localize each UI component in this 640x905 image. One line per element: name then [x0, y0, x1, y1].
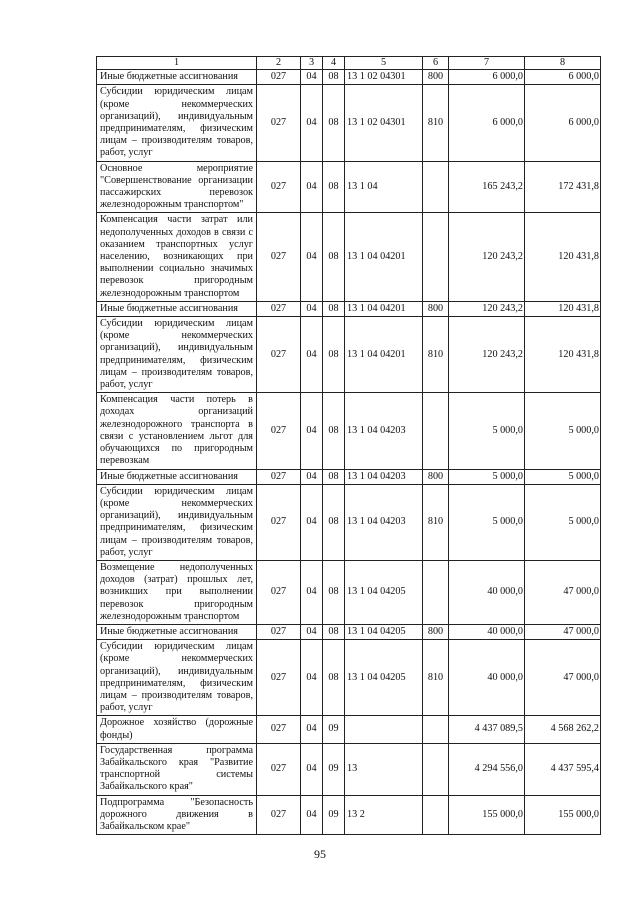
section-code: 04: [301, 560, 323, 624]
section-code: 04: [301, 213, 323, 301]
expense-type-code: [423, 795, 449, 835]
section-code: 04: [301, 301, 323, 316]
subsection-code: 09: [323, 716, 345, 743]
expense-type-code: 810: [423, 640, 449, 716]
subsection-code: 08: [323, 317, 345, 393]
expense-type-code: [423, 560, 449, 624]
target-article-code: [345, 716, 423, 743]
ministry-code: 027: [257, 743, 301, 795]
row-description: Подпрограмма "Безопасность дорожного движения в Забайкальском крае": [97, 795, 257, 835]
section-code: 04: [301, 743, 323, 795]
target-article-code: 13: [345, 743, 423, 795]
subsection-code: 09: [323, 743, 345, 795]
section-code: 04: [301, 640, 323, 716]
ministry-code: 027: [257, 484, 301, 560]
row-description: Возмещение недополученных доходов (затрат) прошлых лет, возникших при выполнении перевозок пригородным железнодорожным транспортом: [97, 560, 257, 624]
header-cell-3: 3: [301, 57, 323, 70]
section-code: 04: [301, 85, 323, 161]
row-description: Иные бюджетные ассигнования: [97, 469, 257, 484]
section-code: 04: [301, 70, 323, 85]
amount-year-2: 47 000,0: [525, 624, 601, 639]
row-description: Иные бюджетные ассигнования: [97, 301, 257, 316]
section-code: 04: [301, 161, 323, 213]
amount-year-1: 120 243,2: [449, 213, 525, 301]
ministry-code: 027: [257, 161, 301, 213]
subsection-code: 08: [323, 560, 345, 624]
table-row: [97, 301, 601, 316]
table-row: [97, 795, 601, 835]
section-code: 04: [301, 795, 323, 835]
ministry-code: 027: [257, 469, 301, 484]
amount-year-2: 155 000,0: [525, 795, 601, 835]
amount-year-2: 120 431,8: [525, 213, 601, 301]
target-article-code: 13 1 04 04205: [345, 560, 423, 624]
expense-type-code: 810: [423, 484, 449, 560]
table-row: [97, 469, 601, 484]
header-cell-6: 6: [423, 57, 449, 70]
amount-year-1: 155 000,0: [449, 795, 525, 835]
amount-year-1: 4 437 089,5: [449, 716, 525, 743]
header-cell-1: 1: [97, 57, 257, 70]
ministry-code: 027: [257, 624, 301, 639]
subsection-code: 08: [323, 161, 345, 213]
ministry-code: 027: [257, 393, 301, 469]
section-code: 04: [301, 317, 323, 393]
row-description: Дорожное хозяйство (дорожные фонды): [97, 716, 257, 743]
table-row: [97, 213, 601, 301]
amount-year-2: 120 431,8: [525, 301, 601, 316]
row-description: Компенсация части потерь в доходах организаций железнодорожного транспорта в связи с установлением льгот для обучающихся по пригородным перевозкам: [97, 393, 257, 469]
target-article-code: 13 1 04 04203: [345, 469, 423, 484]
row-description: Иные бюджетные ассигнования: [97, 70, 257, 85]
target-article-code: 13 1 04 04203: [345, 484, 423, 560]
amount-year-1: 6 000,0: [449, 70, 525, 85]
header-row: [97, 57, 601, 70]
subsection-code: 08: [323, 301, 345, 316]
subsection-code: 08: [323, 640, 345, 716]
expense-type-code: 800: [423, 301, 449, 316]
header-cell-8: 8: [525, 57, 601, 70]
amount-year-1: 40 000,0: [449, 640, 525, 716]
section-code: 04: [301, 624, 323, 639]
table-row: [97, 743, 601, 795]
table-row: [97, 484, 601, 560]
amount-year-1: 4 294 556,0: [449, 743, 525, 795]
amount-year-1: 6 000,0: [449, 85, 525, 161]
ministry-code: 027: [257, 795, 301, 835]
table-row: [97, 624, 601, 639]
amount-year-2: 47 000,0: [525, 640, 601, 716]
amount-year-2: 5 000,0: [525, 393, 601, 469]
row-description: Субсидии юридическим лицам (кроме некоммерческих организаций), индивидуальным предпринимателям, физическим лицам – производителям товаров, работ, услуг: [97, 317, 257, 393]
row-description: Государственная программа Забайкальского края "Развитие транспортной системы Забайкальского края": [97, 743, 257, 795]
subsection-code: 08: [323, 213, 345, 301]
amount-year-1: 5 000,0: [449, 393, 525, 469]
subsection-code: 08: [323, 85, 345, 161]
ministry-code: 027: [257, 716, 301, 743]
ministry-code: 027: [257, 85, 301, 161]
row-description: Субсидии юридическим лицам (кроме некоммерческих организаций), индивидуальным предпринимателям, физическим лицам – производителям товаров, работ, услуг: [97, 85, 257, 161]
amount-year-2: 6 000,0: [525, 70, 601, 85]
ministry-code: 027: [257, 70, 301, 85]
row-description: Субсидии юридическим лицам (кроме некоммерческих организаций), индивидуальным предпринимателям, физическим лицам – производителям товаров, работ, услуг: [97, 484, 257, 560]
ministry-code: 027: [257, 301, 301, 316]
amount-year-2: 5 000,0: [525, 484, 601, 560]
subsection-code: 09: [323, 795, 345, 835]
row-description: Иные бюджетные ассигнования: [97, 624, 257, 639]
budget-table: [96, 56, 601, 835]
ministry-code: 027: [257, 560, 301, 624]
subsection-code: 08: [323, 484, 345, 560]
amount-year-2: 4 437 595,4: [525, 743, 601, 795]
amount-year-2: 5 000,0: [525, 469, 601, 484]
expense-type-code: [423, 161, 449, 213]
row-description: Основное мероприятие "Совершенствование организации пассажирских перевозок железнодорожным транспортом": [97, 161, 257, 213]
header-cell-4: 4: [323, 57, 345, 70]
table-row: [97, 317, 601, 393]
amount-year-1: 165 243,2: [449, 161, 525, 213]
target-article-code: 13 1 04 04201: [345, 317, 423, 393]
page-number: 95: [314, 847, 326, 861]
table-row: [97, 640, 601, 716]
amount-year-1: 40 000,0: [449, 624, 525, 639]
expense-type-code: 810: [423, 85, 449, 161]
expense-type-code: [423, 716, 449, 743]
table-row: [97, 393, 601, 469]
amount-year-1: 5 000,0: [449, 484, 525, 560]
section-code: 04: [301, 716, 323, 743]
expense-type-code: 800: [423, 469, 449, 484]
amount-year-1: 5 000,0: [449, 469, 525, 484]
expense-type-code: 800: [423, 624, 449, 639]
target-article-code: 13 2: [345, 795, 423, 835]
target-article-code: 13 1 04: [345, 161, 423, 213]
header-cell-5: 5: [345, 57, 423, 70]
expense-type-code: 810: [423, 317, 449, 393]
amount-year-1: 40 000,0: [449, 560, 525, 624]
subsection-code: 08: [323, 469, 345, 484]
target-article-code: 13 1 02 04301: [345, 85, 423, 161]
table-row: [97, 70, 601, 85]
amount-year-2: 4 568 262,2: [525, 716, 601, 743]
table-row: [97, 161, 601, 213]
target-article-code: 13 1 02 04301: [345, 70, 423, 85]
row-description: Компенсация части затрат или недополученных доходов в связи с оказанием транспортных услуг населению, возникающих при выполнении социально значимых перевозок пригородным железнодорожным транспортом: [97, 213, 257, 301]
target-article-code: 13 1 04 04201: [345, 301, 423, 316]
row-description: Субсидии юридическим лицам (кроме некоммерческих организаций), индивидуальным предпринимателям, физическим лицам – производителям товаров, работ, услуг: [97, 640, 257, 716]
amount-year-1: 120 243,2: [449, 317, 525, 393]
amount-year-2: 172 431,8: [525, 161, 601, 213]
table-row: [97, 560, 601, 624]
ministry-code: 027: [257, 640, 301, 716]
expense-type-code: [423, 213, 449, 301]
amount-year-1: 120 243,2: [449, 301, 525, 316]
amount-year-2: 47 000,0: [525, 560, 601, 624]
target-article-code: 13 1 04 04203: [345, 393, 423, 469]
table-row: [97, 85, 601, 161]
target-article-code: 13 1 04 04205: [345, 624, 423, 639]
target-article-code: 13 1 04 04201: [345, 213, 423, 301]
expense-type-code: [423, 743, 449, 795]
header-cell-2: 2: [257, 57, 301, 70]
subsection-code: 08: [323, 70, 345, 85]
expense-type-code: 800: [423, 70, 449, 85]
ministry-code: 027: [257, 317, 301, 393]
table-row: [97, 716, 601, 743]
section-code: 04: [301, 484, 323, 560]
amount-year-2: 120 431,8: [525, 317, 601, 393]
amount-year-2: 6 000,0: [525, 85, 601, 161]
target-article-code: 13 1 04 04205: [345, 640, 423, 716]
section-code: 04: [301, 393, 323, 469]
subsection-code: 08: [323, 624, 345, 639]
header-cell-7: 7: [449, 57, 525, 70]
expense-type-code: [423, 393, 449, 469]
ministry-code: 027: [257, 213, 301, 301]
section-code: 04: [301, 469, 323, 484]
subsection-code: 08: [323, 393, 345, 469]
